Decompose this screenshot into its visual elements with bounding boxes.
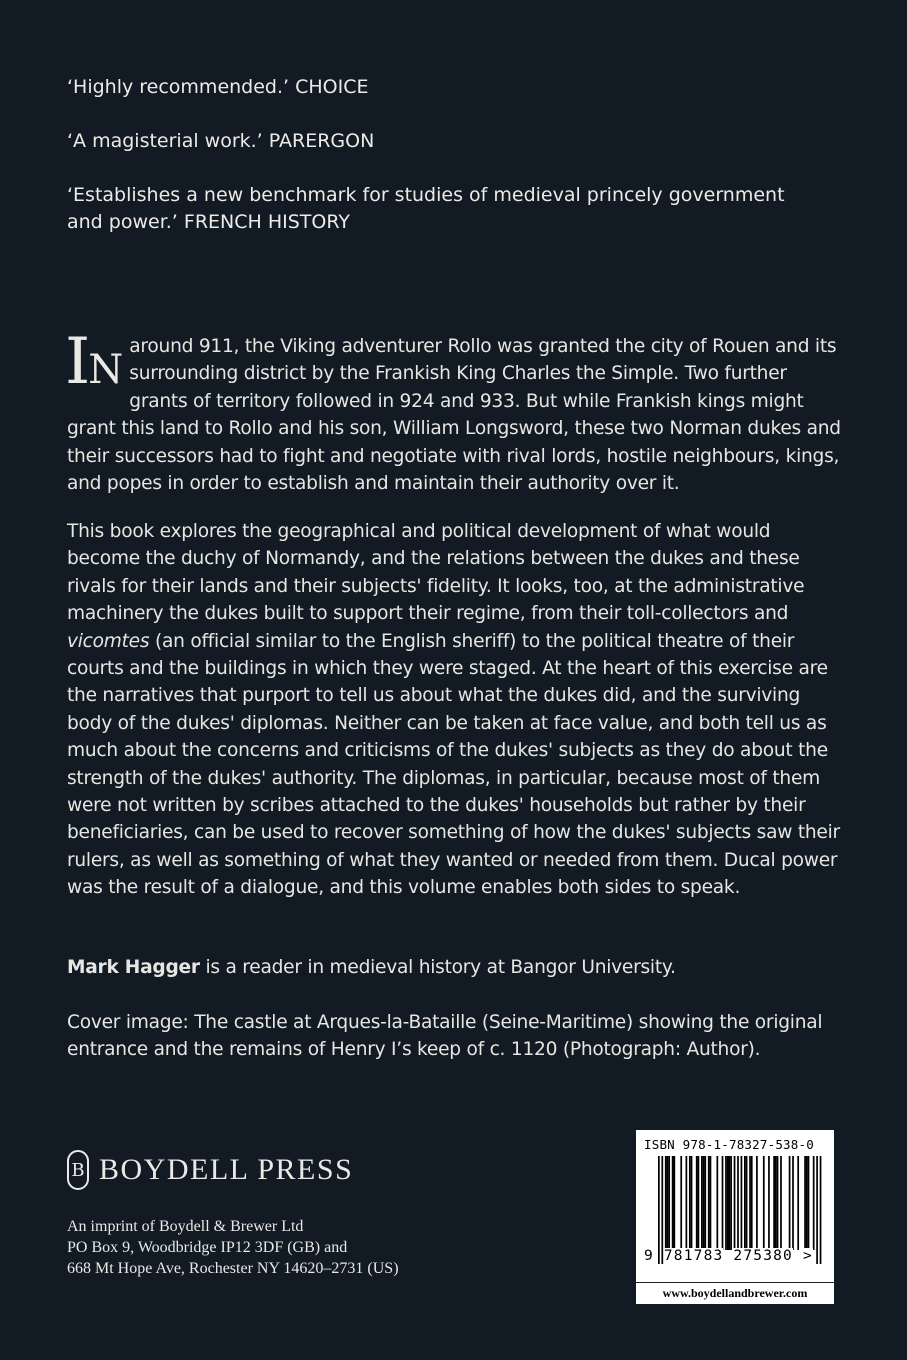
barcode-bar	[716, 1156, 718, 1250]
barcode-bar	[667, 1156, 669, 1250]
barcode-bar	[749, 1156, 751, 1250]
barcode-bar	[704, 1156, 706, 1250]
barcode-bar	[672, 1156, 674, 1250]
intro-paragraph	[65, 325, 842, 497]
barcode-bar	[691, 1156, 693, 1250]
barcode-bar	[701, 1156, 703, 1250]
barcode-bar	[773, 1156, 775, 1250]
barcode-bar	[730, 1156, 732, 1250]
publisher-website: www.boydellandbrewer.com	[636, 1282, 834, 1304]
author-bio	[67, 954, 842, 981]
barcode-bar	[734, 1156, 736, 1250]
boydell-b-icon: B	[67, 1150, 89, 1190]
barcode-bar	[756, 1156, 758, 1250]
barcode-bar	[751, 1156, 753, 1250]
barcode-bar	[708, 1156, 710, 1250]
review-quote-french-history: ‘Establishes a new benchmark for studies of medieval princely government and power.’ FRENCH HISTORY	[67, 184, 785, 233]
publisher-name: BOYDELL PRESS	[99, 1153, 354, 1186]
barcode-bar	[668, 1156, 670, 1250]
review-quote-parergon: ‘A magisterial work.’ PARERGON	[67, 130, 375, 152]
cover-image-credit: Cover image: The castle at Arques-la-Bataille (Seine-Maritime) showing the original entrance and the remains of Henry I’s keep of c. 1120 (Photograph: Author).	[67, 1012, 823, 1061]
barcode-bar	[789, 1156, 791, 1250]
barcode-bar	[689, 1156, 691, 1250]
barcode-bar	[797, 1156, 799, 1250]
barcode-bar	[808, 1156, 810, 1250]
barcode-bar	[673, 1156, 675, 1250]
barcode-bar	[792, 1156, 794, 1250]
barcode-bar	[763, 1156, 765, 1250]
barcode-bar	[804, 1156, 806, 1250]
barcode-bar	[806, 1156, 808, 1250]
barcode-bar	[722, 1156, 724, 1250]
barcode-bar	[710, 1156, 712, 1250]
review-quote-choice: ‘Highly recommended.’ CHOICE	[67, 76, 369, 98]
barcode-bar	[665, 1156, 667, 1250]
barcode-digits: 9 781783 275380 >	[644, 1248, 813, 1264]
isbn-barcode	[636, 1130, 834, 1282]
barcode-bar	[746, 1156, 748, 1250]
description-paragraph	[67, 518, 842, 902]
author-name: Mark Hagger	[67, 957, 200, 978]
barcode-bar	[744, 1156, 746, 1250]
barcode-bar	[813, 1156, 815, 1250]
barcode-bar	[686, 1156, 688, 1250]
barcode-bar	[703, 1156, 705, 1250]
barcode-bar	[729, 1156, 731, 1250]
author-bio-text: is a reader in medieval history at Bangor University.	[199, 957, 676, 978]
description-text-end: (an official similar to the English sheriff) to the political theatre of their courts and the buildings in which they were staged. At the heart of this exercise are the narratives that purport to tell us about what the dukes did, and the surviving body of the dukes' diplomas. Neither can be taken at face value, and both tell us as much about the concerns and criticisms of the dukes' subjects as they do about the strength of the dukes' authority. The diplomas, in particular, because most of them were not written by scribes attached to the dukes' households but rather by their beneficiaries, can be used to recover something of how the dukes' subjects saw their rulers, as well as something of what they wanted or needed from them. Ducal power was the result of a dialogue, and this volume enables both sides to speak.	[67, 630, 840, 899]
imprint-line: 668 Mt Hope Ave, Rochester NY 14620–2731 (US)	[67, 1260, 399, 1277]
description-text-start: This book explores the geographical and political development of what would become the duchy of Normandy, and the relations between the dukes and these rivals for their lands and their subjects' fidelity. It looks, too, at the administrative machinery the dukes built to support their regime, from their toll-collectors and	[67, 521, 805, 625]
isbn-label: ISBN 978-1-78327-538-0	[644, 1137, 814, 1152]
barcode-bar	[680, 1156, 682, 1250]
publisher-imprint	[67, 1216, 487, 1279]
publisher-logo	[67, 1150, 353, 1190]
imprint-line: An imprint of Boydell & Brewer Ltd	[67, 1218, 304, 1235]
barcode-bar	[768, 1156, 770, 1250]
imprint-line: PO Box 9, Woodbridge IP12 3DF (GB) and	[67, 1239, 348, 1256]
barcode-bar	[698, 1156, 700, 1250]
barcode-bar	[727, 1156, 729, 1250]
intro-text: around 911, the Viking adventurer Rollo was granted the city of Rouen and its surrounding district by the Frankish King Charles the Simple. Two further grants of territory followed in 924 and 933. But while Frankish kings might grant this land to Rollo and his son, William Longsword, these two Norman dukes and their successors had to fight and negotiate with rival lords, hostile neighbours, kings, and popes in order to establish and maintain their authority over it.	[67, 336, 841, 495]
barcode-bar	[725, 1156, 727, 1250]
barcode-bar	[775, 1156, 777, 1250]
barcode-bar	[780, 1156, 782, 1250]
barcode-bar	[777, 1156, 779, 1250]
vicomtes-term: vicomtes	[67, 630, 150, 652]
barcode-bar	[696, 1156, 698, 1250]
drop-cap: IN	[65, 325, 124, 399]
